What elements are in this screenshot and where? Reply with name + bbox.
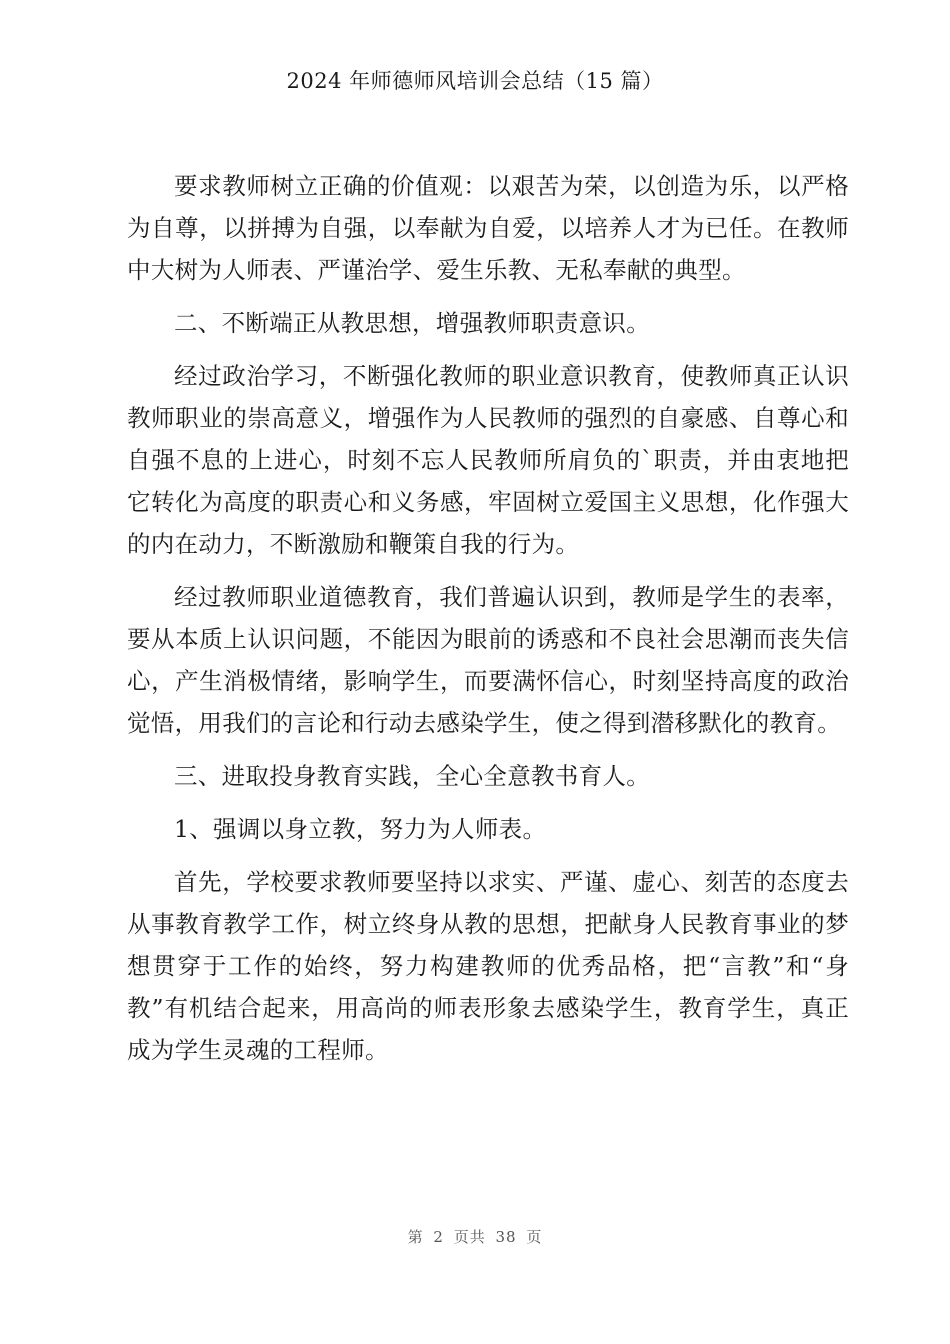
page-number-footer: 第 2 页共 38 页 — [407, 1228, 543, 1246]
subsection-heading-1: 1、强调以身立教，努力为人师表。 — [174, 815, 547, 843]
document-body — [127, 165, 849, 1082]
paragraph-values: 要求教师树立正确的价值观：以艰苦为荣，以创造为乐，以严格为自尊，以拼搏为自强，以奉献为自爱，以培养人才为已任。在教师中大树为人师表、严谨治学、爱生乐教、无私奉献的典型。 — [127, 172, 849, 284]
section-heading-3: 三、进取投身教育实践，全心全意教书育人。 — [174, 762, 650, 790]
page-title: 2024 年师德师风培训会总结（15 篇） — [286, 69, 664, 93]
paragraph-ethics-education: 经过教师职业道德教育，我们普遍认识到，教师是学生的表率，要从本质上认识问题，不能因为眼前的诱惑和不良社会思潮而丧失信心，产生消极情绪，影响学生，而要满怀信心，时刻坚持高度的政治觉悟，用我们的言论和行动去感染学生，使之得到潜移默化的教育。 — [127, 583, 849, 737]
section-heading-2: 二、不断端正从教思想，增强教师职责意识。 — [174, 309, 650, 337]
paragraph-political-study: 经过政治学习，不断强化教师的职业意识教育，使教师真正认识教师职业的崇高意义，增强作为人民教师的强烈的自豪感、自尊心和自强不息的上进心，时刻不忘人民教师所肩负的`职责，并由衷地把它转化为高度的职责心和义务感，牢固树立爱国主义思想，化作强大的内在动力，不断激励和鞭策自我的行为。 — [127, 362, 849, 558]
paragraph-school-requirements: 首先，学校要求教师要坚持以求实、严谨、虚心、刻苦的态度去从事教育教学工作，树立终身从教的思想，把献身人民教育事业的梦想贯穿于工作的始终，努力构建教师的优秀品格，把“言教”和“身教”有机结合起来，用高尚的师表形象去感染学生，教育学生，真正成为学生灵魂的工程师。 — [127, 868, 849, 1064]
